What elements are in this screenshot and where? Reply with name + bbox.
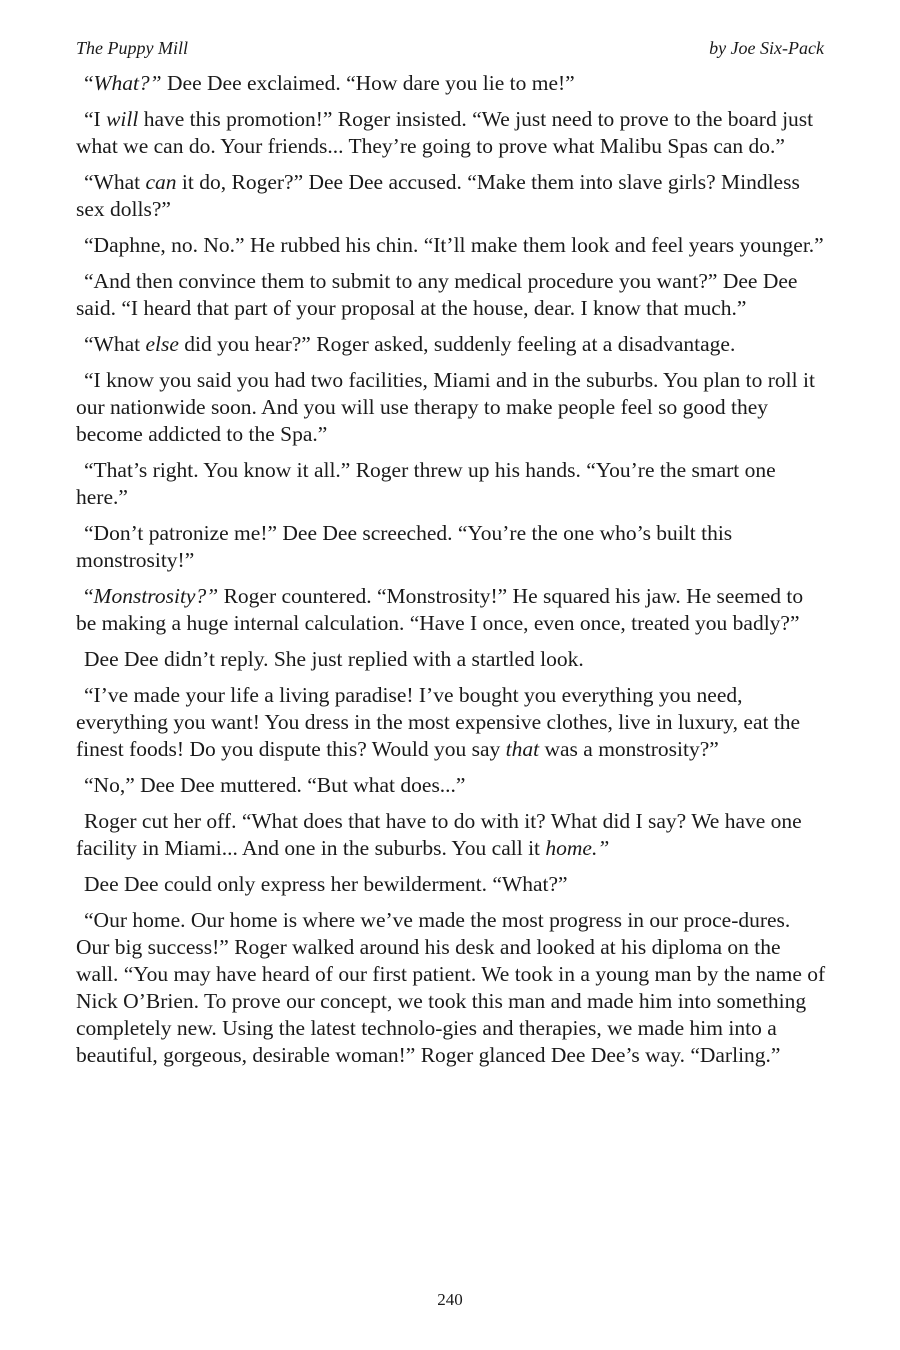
- paragraph: [76, 457, 826, 511]
- book-title: The Puppy Mill: [76, 38, 188, 58]
- italic-text-run: home.”: [545, 836, 610, 860]
- italic-text-run: else: [145, 332, 179, 356]
- text-run: “And then convince them to submit to any medical procedure you want?” Dee Dee said. “I heard that part of your proposal at the house, dear. I know that much.”: [76, 269, 798, 320]
- italic-text-run: that: [505, 737, 540, 761]
- text-run: “Don’t patronize me!” Dee Dee screeched. “You’re the one who’s built this monstrosity!”: [76, 521, 733, 572]
- page-number: 240: [437, 1290, 463, 1309]
- text-run: Roger countered. “Monstrosity!” He squared his jaw. He seemed to be making a huge internal calculation. “Have I once, even once, treated you badly?”: [76, 584, 804, 635]
- paragraph: [76, 682, 826, 763]
- paragraph: [76, 871, 826, 898]
- body-text: [76, 70, 826, 1078]
- text-run: “Daphne, no. No.” He rubbed his chin. “It’ll make them look and feel years younger.”: [84, 233, 824, 257]
- text-run: have this promotion!” Roger insisted. “We just need to prove to the board just what we can do. Your friends... They’re going to prove what Malibu Spas can do.”: [76, 107, 814, 158]
- text-run: “No,” Dee Dee muttered. “But what does...”: [84, 773, 466, 797]
- paragraph: [76, 583, 826, 637]
- text-run: Dee Dee exclaimed. “How dare you lie to me!”: [161, 71, 575, 95]
- text-run: “What: [84, 332, 146, 356]
- paragraph: [76, 70, 826, 97]
- paragraph: [76, 808, 826, 862]
- text-run: Roger cut her off. “What does that have to do with it? What did I say? We have one facility in Miami... And one in the suburbs. You call it: [76, 809, 802, 860]
- text-run: “What: [84, 170, 146, 194]
- text-run: “: [84, 584, 94, 608]
- text-run: it do, Roger?” Dee Dee accused. “Make them into slave girls? Mindless sex dolls?”: [76, 170, 800, 221]
- italic-text-run: What?”: [93, 71, 162, 95]
- text-run: “That’s right. You know it all.” Roger threw up his hands. “You’re the smart one here.”: [76, 458, 776, 509]
- text-run: Dee Dee could only express her bewilderment. “What?”: [84, 872, 568, 896]
- italic-text-run: can: [145, 170, 177, 194]
- paragraph: [76, 106, 826, 160]
- paragraph: [76, 772, 826, 799]
- paragraph: [76, 646, 826, 673]
- text-run: “: [84, 71, 94, 95]
- paragraph: [76, 907, 826, 1069]
- paragraph: [76, 520, 826, 574]
- text-run: “I’ve made your life a living paradise! I’ve bought you everything you need, everything you want! You dress in the most expensive clothes, live in luxury, eat the finest foods! Do you dispute this? Would you say: [76, 683, 801, 761]
- text-run: “I know you said you had two facilities, Miami and in the suburbs. You plan to roll it our nationwide soon. And you will use therapy to make people feel so good they become addicted to the Spa.”: [76, 368, 815, 446]
- text-run: “Our home. Our home is where we’ve made the most progress in our proce-dures. Our big success!” Roger walked around his desk and looked at his diploma on the wall. “You may have heard of our first patient. We took in a young man by the name of Nick O’Brien. To prove our concept, we took this man and made him into something completely new. Using the latest technolo-gies and therapies, we made him into a beautiful, gorgeous, desirable woman!” Roger glanced Dee Dee’s way. “Darling.”: [76, 908, 826, 1067]
- italic-text-run: will: [106, 107, 139, 131]
- text-run: was a monstrosity?”: [539, 737, 719, 761]
- paragraph: [76, 268, 826, 322]
- paragraph: [76, 169, 826, 223]
- text-run: did you hear?” Roger asked, suddenly feeling at a disadvantage.: [178, 332, 736, 356]
- author-byline: by Joe Six-Pack: [709, 38, 824, 58]
- paragraph: [76, 367, 826, 448]
- text-run: “I: [84, 107, 107, 131]
- paragraph: [76, 232, 826, 259]
- italic-text-run: Monstrosity?”: [93, 584, 219, 608]
- text-run: Dee Dee didn’t reply. She just replied with a startled look.: [84, 647, 584, 671]
- paragraph: [76, 331, 826, 358]
